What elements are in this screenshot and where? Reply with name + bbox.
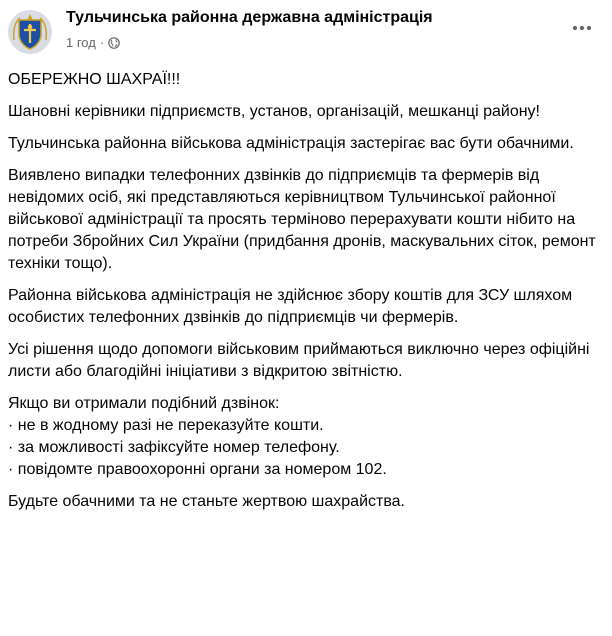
- meta-separator: ·: [99, 35, 105, 50]
- coat-of-arms-icon: [8, 10, 52, 54]
- page-avatar[interactable]: [8, 10, 52, 54]
- list-intro: Якщо ви отримали подібний дзвінок:: [8, 395, 280, 412]
- list-item: · повідомте правоохоронні органи за номером 102.: [8, 461, 387, 478]
- post-closing: Будьте обачними та не станьте жертвою шахрайства.: [8, 493, 405, 510]
- post-paragraph: Усі рішення щодо допомоги військовим приймаються виключно через офіційні листи або благодійні ініціативи з відкритою звітністю.: [8, 341, 590, 380]
- post-options-button[interactable]: [568, 14, 596, 42]
- post-paragraph: Тульчинська районна військова адміністрація застерігає вас бути обачними.: [8, 135, 574, 152]
- more-dots-icon: [572, 25, 592, 31]
- post-body: [8, 69, 608, 523]
- globe-icon[interactable]: [108, 37, 120, 49]
- post-meta: [66, 35, 120, 50]
- post-paragraph: Районна військова адміністрація не здійснює збору коштів для ЗСУ шляхом особистих телефонних дзвінків до підприємців чи фермерів.: [8, 287, 573, 326]
- post-paragraph: Шановні керівники підприємств, установ, організацій, мешканці району!: [8, 103, 540, 120]
- post-timestamp[interactable]: 1 год: [66, 35, 96, 50]
- post-headline: ОБЕРЕЖНО ШАХРАЇ!!!: [8, 71, 181, 88]
- page-name-link[interactable]: Тульчинська районна державна адміністрація: [66, 9, 433, 26]
- list-item: · за можливості зафіксуйте номер телефону.: [8, 439, 340, 456]
- post-paragraph: Виявлено випадки телефонних дзвінків до підприємців та фермерів від невідомих осіб, які представляються керівництвом Тульчинської районної військової адміністрації та просять терміново перерахувати кошти нібито на потреби Збройних Сил України (придбання дронів, маскувальних сіток, ремонт техніки тощо).: [8, 167, 596, 272]
- post-header: [0, 0, 612, 66]
- list-item: · не в жодному разі не переказуйте кошти.: [8, 417, 324, 434]
